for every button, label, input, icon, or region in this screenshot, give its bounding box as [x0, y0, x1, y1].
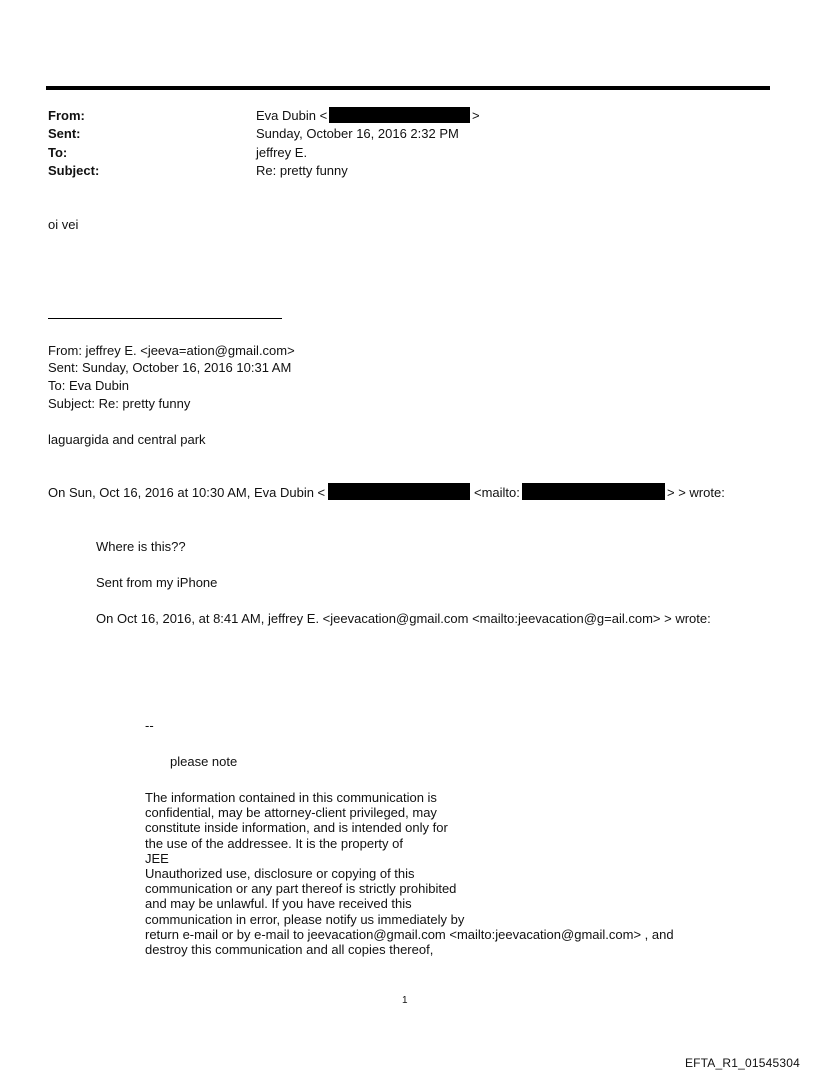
to-value: jeffrey E.	[256, 145, 308, 160]
body-text: oi vei	[48, 217, 79, 232]
redaction-box	[328, 483, 470, 500]
subject-label: Subject:	[48, 163, 100, 178]
from-value: Eva Dubin <	[256, 108, 328, 123]
page-number: 1	[402, 995, 408, 1006]
from-label: From:	[48, 108, 85, 123]
document-id-footer: EFTA_R1_01545304	[684, 1056, 800, 1070]
disclaimer-line: confidential, may be attorney-client privileged, may	[145, 805, 437, 821]
disclaimer-line: the use of the addressee. It is the property of	[145, 835, 403, 851]
subject-value: Re: pretty funny	[256, 163, 348, 178]
disclaimer-line: return e-mail or by e-mail to jeevacation@gmail.com <mailto:jeevacation@gmail.com> , and	[145, 926, 674, 942]
attribution-suffix: > > wrote:	[667, 485, 725, 500]
quoted-sent: Sent: Sunday, October 16, 2016 10:31 AM	[48, 360, 292, 375]
from-value-close: >	[472, 108, 480, 123]
sent-value: Sunday, October 16, 2016 2:32 PM	[256, 126, 459, 141]
disclaimer-line: destroy this communication and all copies thereof,	[145, 941, 434, 957]
quoted2-attribution: On Oct 16, 2016, at 8:41 AM, jeffrey E. <jeevacation@gmail.com <mailto:jeevacation@g=ail.com> > wrote:	[96, 611, 711, 626]
signature-note: please note	[170, 754, 238, 769]
redaction-box	[329, 107, 470, 123]
redaction-box	[522, 483, 665, 500]
quoted-subject: Subject: Re: pretty funny	[48, 396, 191, 411]
disclaimer-block	[145, 790, 674, 957]
quote-separator	[48, 318, 282, 319]
attribution-mailto: <mailto:	[474, 485, 520, 500]
to-label: To:	[48, 145, 68, 160]
quoted-body: laguargida and central park	[48, 432, 206, 447]
disclaimer-line: The information contained in this communication is	[145, 790, 437, 805]
disclaimer-line: communication or any part thereof is strictly prohibited	[145, 881, 457, 897]
quoted2-line1: Where is this??	[96, 539, 186, 554]
sent-label: Sent:	[48, 126, 81, 141]
disclaimer-line: communication in error, please notify us immediately by	[145, 911, 465, 927]
attribution-prefix: On Sun, Oct 16, 2016 at 10:30 AM, Eva Dubin <	[48, 485, 326, 500]
quoted-to: To: Eva Dubin	[48, 378, 129, 393]
disclaimer-line: JEE	[145, 850, 169, 866]
quoted2-line2: Sent from my iPhone	[96, 575, 218, 590]
disclaimer-line: and may be unlawful. If you have received this	[145, 896, 412, 912]
signature-dashes: --	[145, 718, 154, 733]
disclaimer-line: constitute inside information, and is intended only for	[145, 820, 448, 836]
header-rule	[46, 86, 770, 90]
quoted-from: From: jeffrey E. <jeeva=ation@gmail.com>	[48, 343, 295, 358]
disclaimer-line: Unauthorized use, disclosure or copying of this	[145, 865, 415, 881]
